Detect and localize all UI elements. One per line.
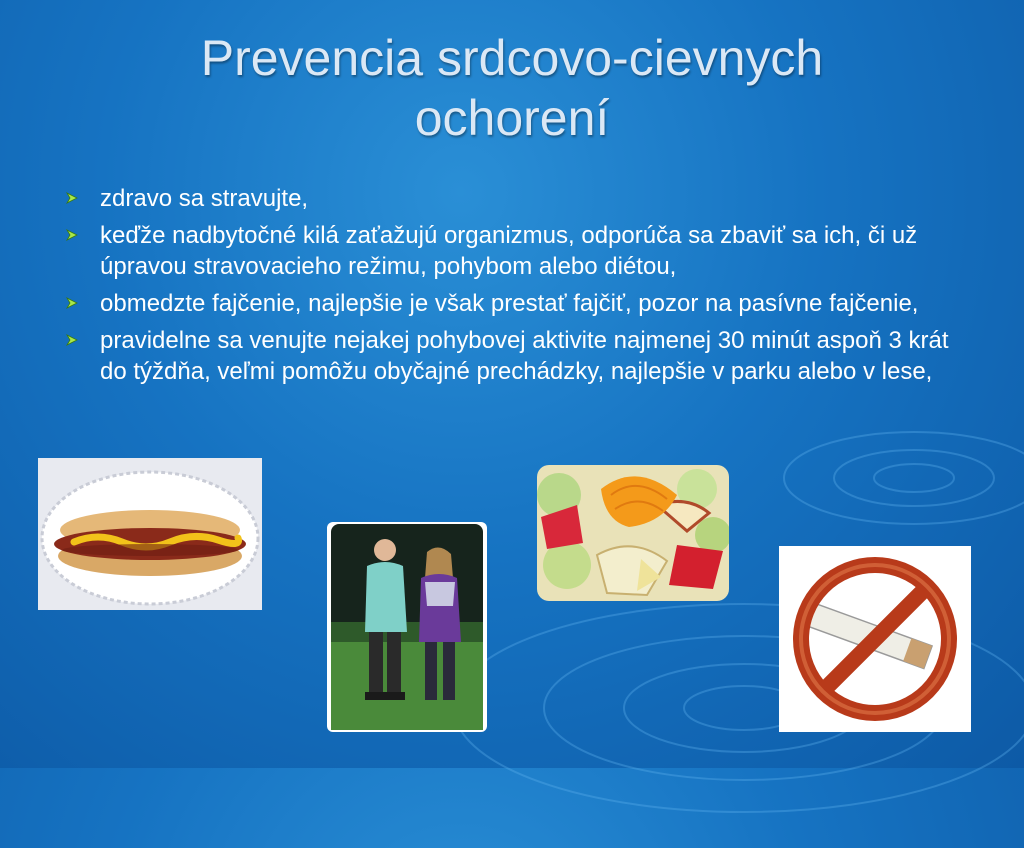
bullet-item: [60, 220, 970, 282]
bullet-text: zdravo sa stravujte,: [100, 185, 309, 212]
bullet-arrow-icon: [64, 290, 82, 316]
hotdog-icon: [38, 458, 262, 610]
bullet-arrow-icon: [64, 222, 82, 248]
bullet-text: pravidelne sa venujte nejakej pohybovej aktivite najmenej 30 minút aspoň 3 krát do týždňa, veľmi pomôžu obyčajné prechádzky, najlepšie v parku alebo v lese,: [100, 327, 949, 385]
title-line-2: ochorení: [414, 90, 610, 146]
bullet-arrow-icon: [64, 185, 82, 211]
bullet-item: [60, 325, 970, 387]
no-smoking-icon: [779, 546, 971, 732]
bullet-arrow-icon: [64, 327, 82, 353]
bullet-list: [60, 183, 970, 393]
walking-couple-icon: [327, 522, 487, 732]
title-line-1: Prevencia srdcovo-cievnych: [200, 30, 824, 86]
bullet-item: [60, 288, 970, 319]
fruit-salad-icon: [537, 465, 729, 601]
bullet-text: keďže nadbytočné kilá zaťažujú organizmus, odporúča sa zbaviť sa ich, či už úpravou stravovacieho režimu, pohybom alebo diétou,: [100, 222, 918, 280]
bullet-item: [60, 183, 970, 214]
bullet-text: obmedzte fajčenie, najlepšie je však prestať fajčiť, pozor na pasívne fajčenie,: [100, 290, 919, 317]
slide-title: [0, 28, 1024, 148]
